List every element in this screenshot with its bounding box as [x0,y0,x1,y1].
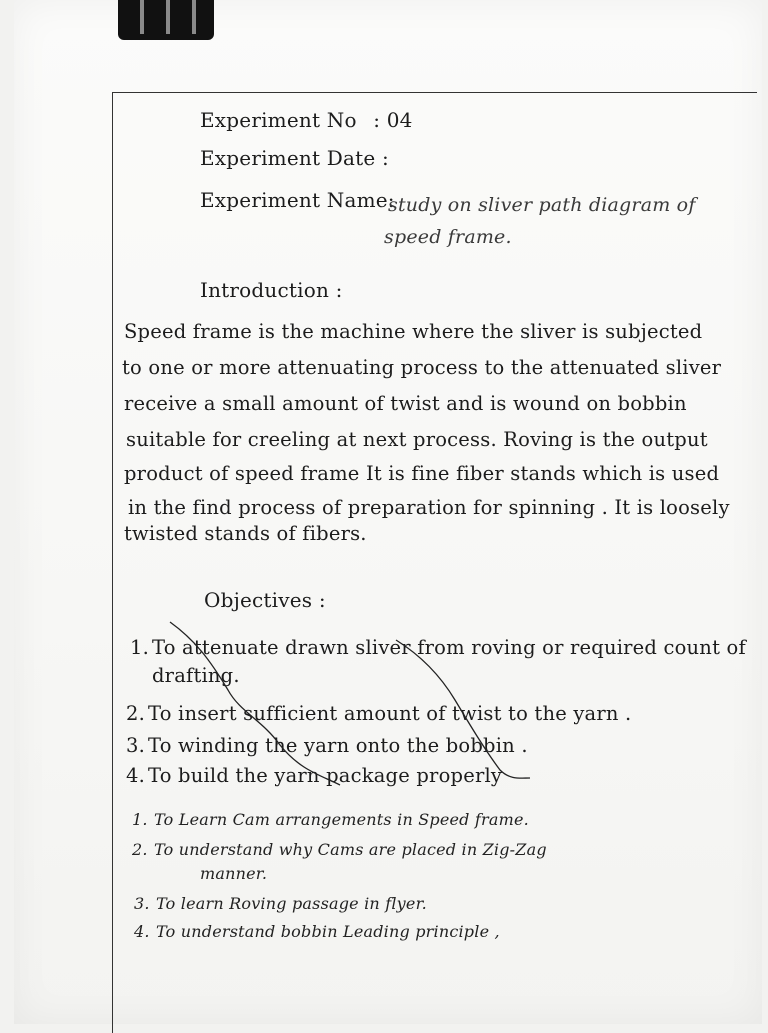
objective-number: 1. [132,810,148,829]
objective-number: 2. [126,702,146,725]
experiment-name-value: study on sliver path diagram of [388,194,696,216]
objective-item-crossed [126,764,502,787]
experiment-no-row [200,108,413,132]
objective-item-revised [132,840,547,859]
objective-item-revised [134,922,500,941]
objective-item-crossed [126,702,631,725]
intro-line: suitable for creeling at next process. Roving is the output [126,428,708,451]
objective-number: 2. [132,840,148,859]
objective-text: manner. [200,864,268,883]
objective-item-crossed [152,664,240,687]
experiment-name-label: Experiment Name: [200,188,395,212]
objective-number: 4. [126,764,146,787]
clip-slot [192,0,196,34]
objective-text: drafting. [152,664,240,687]
intro-line: Speed frame is the machine where the sliver is subjected [124,320,703,343]
clip-slot [166,0,170,34]
objective-item-crossed [130,636,746,659]
intro-line: product of speed frame It is fine fiber stands which is used [124,462,720,485]
objective-number: 4. [134,922,150,941]
clip-slot [140,0,144,34]
intro-line: to one or more attenuating process to the attenuated sliver [122,356,722,379]
experiment-date-label: Experiment Date : [200,146,389,170]
objective-number: 3. [126,734,146,757]
objective-text: To winding the yarn onto the bobbin . [148,734,528,757]
objective-text: To Learn Cam arrangements in Speed frame. [154,810,529,829]
experiment-name-value-cont: speed frame. [384,226,512,248]
objective-text: To attenuate drawn sliver from roving or required count of [152,636,746,659]
objectives-title: Objectives : [204,588,326,612]
objective-text: To understand bobbin Leading principle , [156,922,500,941]
objective-item-revised [200,864,267,883]
objective-text: To learn Roving passage in flyer. [156,894,427,913]
objective-item-revised [134,894,427,913]
introduction-title: Introduction : [200,278,343,302]
objective-text: To insert sufficient amount of twist to the yarn . [148,702,632,725]
experiment-no-value: : 04 [373,108,413,132]
intro-line: in the find process of preparation for spinning . It is loosely [128,496,730,519]
objective-text: To build the yarn package properly [148,764,503,787]
intro-line: twisted stands of fibers. [124,522,367,545]
intro-line: receive a small amount of twist and is wound on bobbin [124,392,687,415]
binder-clip [118,0,214,40]
objective-number: 3. [134,894,150,913]
objective-text: To understand why Cams are placed in Zig-Zag [154,840,547,859]
objective-item-revised [132,810,529,829]
objective-number: 1. [130,636,150,659]
experiment-no-label: Experiment No [200,108,357,132]
objective-item-crossed [126,734,528,757]
